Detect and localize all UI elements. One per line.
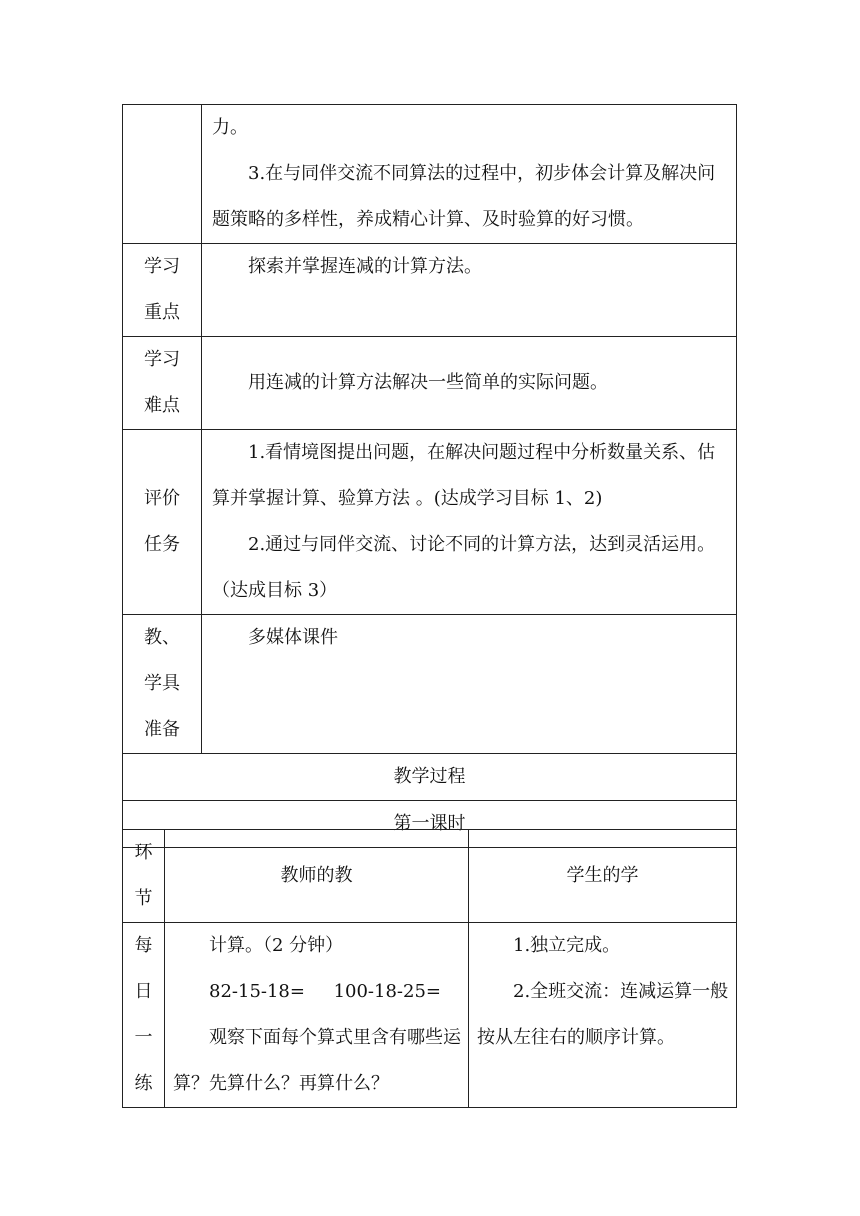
process-table	[122, 829, 737, 1108]
materials-text: 多媒体课件	[248, 627, 338, 648]
key-points-row	[123, 244, 737, 337]
teacher-header: 教师的教	[165, 830, 469, 923]
evaluation-cell	[202, 430, 737, 615]
objectives-line: 力。	[212, 117, 248, 138]
difficulties-text: 用连减的计算方法解决一些简单的实际问题。	[248, 372, 608, 393]
objectives-row	[123, 105, 737, 244]
process-title-row	[123, 754, 737, 801]
lesson-title: 第一课时	[123, 801, 737, 848]
daily-practice-row	[123, 923, 737, 1108]
stage-header: 环 节	[123, 830, 165, 923]
materials-cell	[202, 615, 737, 754]
student-item-1: 1.独立完成。	[513, 935, 621, 956]
difficulties-label: 学习 难点	[123, 337, 202, 430]
teacher-line-3: 观察下面每个算式里含有哪些运算？先算什么？再算什么？	[173, 1027, 461, 1094]
key-points-cell	[202, 244, 737, 337]
objectives-cell	[202, 105, 737, 244]
student-activity	[469, 923, 737, 1108]
evaluation-item-2: 2.通过与同伴交流、讨论不同的计算方法，达到灵活运用。（达成目标 3）	[212, 534, 716, 601]
evaluation-row	[123, 430, 737, 615]
materials-label: 教、 学具 准备	[123, 615, 202, 754]
daily-practice-label: 每 日 一 练	[123, 923, 165, 1108]
difficulties-cell	[202, 337, 737, 430]
lesson-plan-table	[122, 104, 737, 848]
key-points-label: 学习 重点	[123, 244, 202, 337]
evaluation-label: 评价 任务	[123, 430, 202, 615]
key-points-text: 探索并掌握连减的计算方法。	[248, 256, 482, 277]
empty-label-cell	[123, 105, 202, 244]
column-header-row	[123, 830, 737, 923]
difficulties-row	[123, 337, 737, 430]
objective-item-3: 3.在与同伴交流不同算法的过程中，初步体会计算及解决问题策略的多样性，养成精心计算、及时验算的好习惯。	[212, 163, 716, 230]
teacher-line-1: 计算。（2 分钟）	[209, 935, 344, 956]
process-title: 教学过程	[123, 754, 737, 801]
materials-row	[123, 615, 737, 754]
teacher-line-2: 82-15-18= 100-18-25=	[209, 981, 441, 1002]
student-header: 学生的学	[469, 830, 737, 923]
teacher-activity	[165, 923, 469, 1108]
evaluation-item-1: 1.看情境图提出问题，在解决问题过程中分析数量关系、估算并掌握计算、验算方法 。(达成学习目标 1、2)	[212, 442, 716, 509]
student-item-2: 2.全班交流：连减运算一般按从左往右的顺序计算。	[477, 981, 729, 1048]
